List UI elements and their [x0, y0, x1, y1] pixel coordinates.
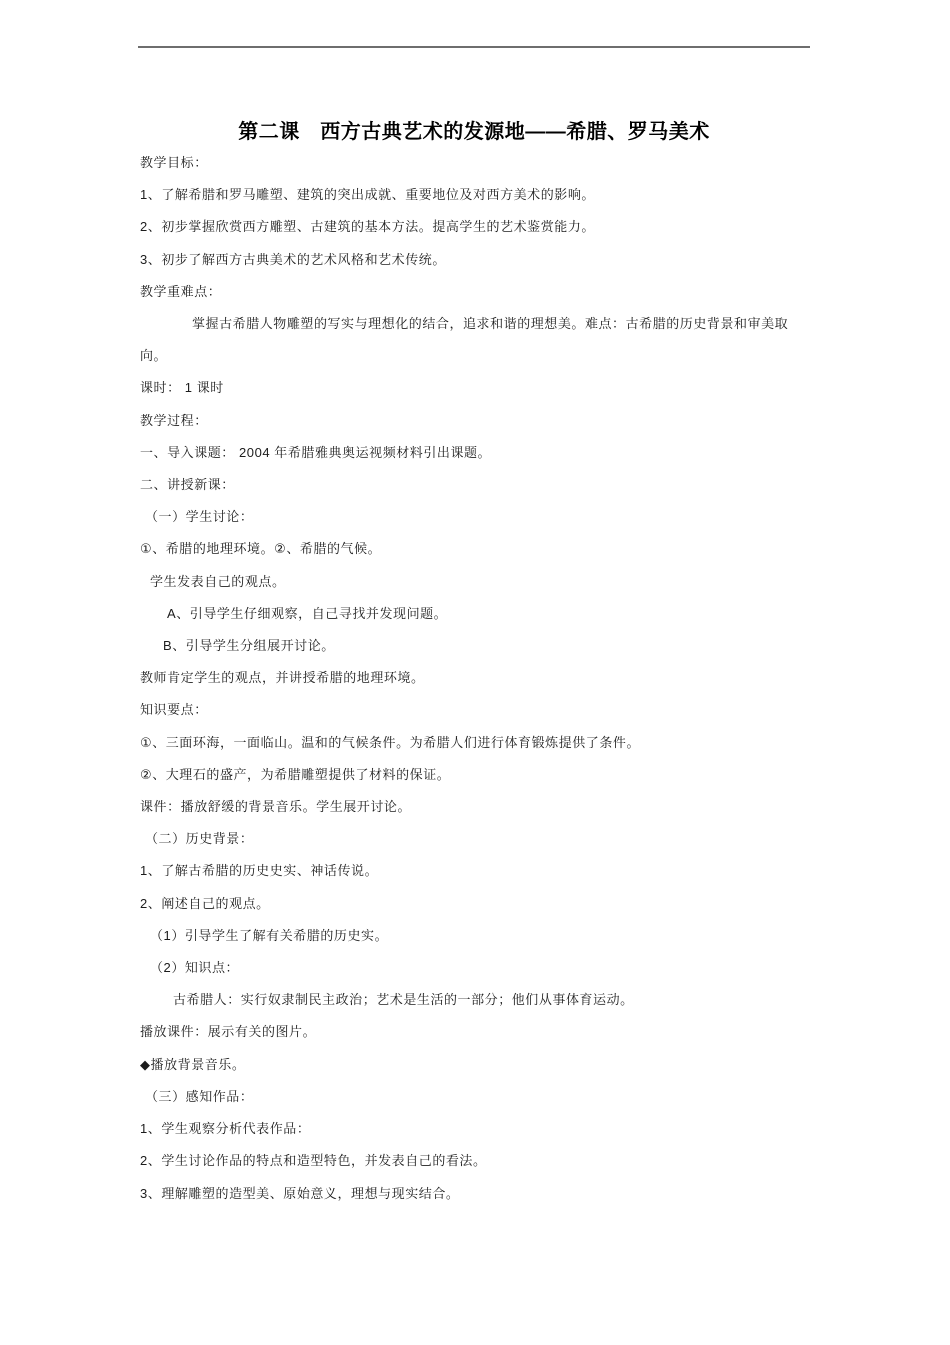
doc-paragraph: （一）学生讨论：: [145, 509, 254, 525]
doc-paragraph: 教师肯定学生的观点，并讲授希腊的地理环境。: [140, 670, 425, 686]
doc-paragraph: B、引导学生分组展开讨论。: [163, 638, 335, 654]
doc-paragraph: 教学目标：: [140, 155, 208, 170]
doc-paragraph: 1、学生观察分析代表作品：: [140, 1121, 311, 1137]
doc-paragraph: 播放课件：展示有关的图片。: [140, 1024, 317, 1040]
document-title: 第二课 西方古典艺术的发源地——希腊、罗马美术: [238, 121, 710, 143]
doc-paragraph: ◆播放背景音乐。: [140, 1056, 246, 1072]
doc-paragraph: 3、理解雕塑的造型美、原始意义，理想与现实结合。: [140, 1185, 460, 1201]
doc-paragraph: 一、导入课题： 2004 年希腊雅典奥运视频材料引出课题。: [140, 444, 492, 460]
doc-paragraph: 教学重难点：: [140, 283, 222, 299]
doc-paragraph: 1、了解希腊和罗马雕塑、建筑的突出成就、重要地位及对西方美术的影响。: [140, 187, 595, 203]
doc-paragraph: A、引导学生仔细观察，自己寻找并发现问题。: [167, 605, 448, 621]
doc-paragraph: ①、希腊的地理环境。②、希腊的气候。: [140, 541, 382, 557]
doc-paragraph: 知识要点：: [140, 702, 208, 718]
doc-paragraph: 2、初步掌握欣赏西方雕塑、古建筑的基本方法。提高学生的艺术鉴赏能力。: [140, 219, 595, 235]
document-body: [140, 0, 808, 1210]
doc-paragraph: 2、阐述自己的观点。: [140, 895, 270, 911]
doc-paragraph: 1、了解古希腊的历史史实、神话传说。: [140, 863, 379, 879]
doc-paragraph: 掌握古希腊人物雕塑的写实与理想化的结合，追求和谐的理想美。难点：古希腊的历史背景和审美取向。: [140, 316, 789, 364]
doc-paragraph: （三）感知作品：: [145, 1088, 254, 1104]
doc-paragraph: （1）引导学生了解有关希腊的历史实。: [150, 927, 389, 943]
doc-paragraph: 古希腊人：实行奴隶制民主政治；艺术是生活的一部分；他们从事体育运动。: [173, 992, 634, 1008]
doc-paragraph: 学生发表自己的观点。: [150, 573, 286, 589]
doc-paragraph: 3、初步了解西方古典美术的艺术风格和艺术传统。: [140, 251, 446, 267]
doc-paragraph: 课件：播放舒缓的背景音乐。学生展开讨论。: [140, 799, 412, 815]
doc-paragraph: 2、学生讨论作品的特点和造型特色，并发表自己的看法。: [140, 1153, 487, 1169]
doc-paragraph: ②、大理石的盛产，为希腊雕塑提供了材料的保证。: [140, 766, 451, 782]
doc-paragraph: （二）历史背景：: [145, 831, 254, 847]
doc-paragraph: 课时： 1 课时: [140, 380, 224, 396]
doc-paragraph: 二、讲授新课：: [140, 477, 235, 493]
doc-paragraph: （2）知识点：: [150, 960, 240, 976]
doc-paragraph: ①、三面环海，一面临山。温和的气候条件。为希腊人们进行体育锻炼提供了条件。: [140, 734, 641, 750]
doc-paragraph: 教学过程：: [140, 412, 208, 428]
